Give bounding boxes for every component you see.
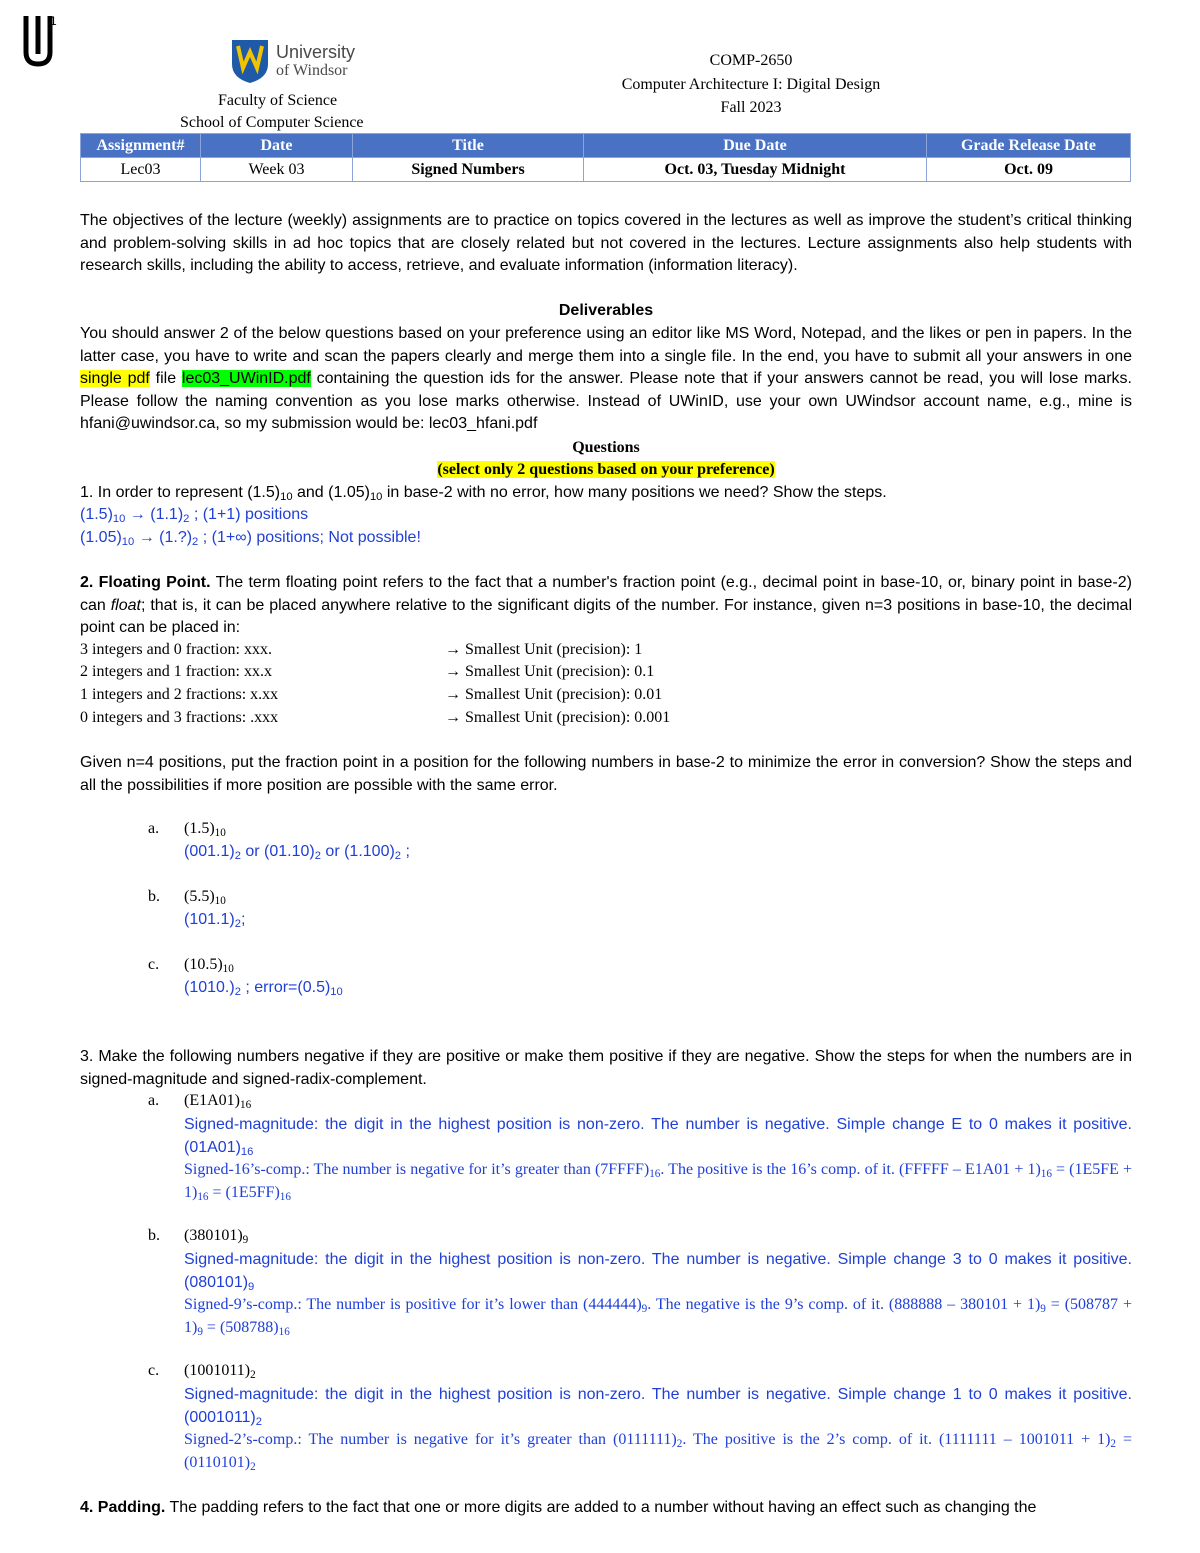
q1-answer-2 xyxy=(80,527,1132,550)
q1-ans-text: (1.5) xyxy=(80,506,113,523)
item-label: a. xyxy=(148,820,160,837)
precision-left: 3 integers and 0 fraction: xxx. xyxy=(80,641,272,658)
precision-left: 1 integers and 2 fractions: x.xx xyxy=(80,686,279,703)
precision-row xyxy=(80,661,1132,684)
q1-sub: 10 xyxy=(280,490,293,503)
university-name-line1: University xyxy=(276,42,356,62)
questions-subheading xyxy=(80,459,1132,482)
q1-text: and (1.05) xyxy=(292,484,370,501)
item-label: b. xyxy=(148,1227,160,1244)
precision-right: → Smallest Unit (precision): 1 xyxy=(445,641,643,658)
assignment-info-table xyxy=(80,133,1131,182)
precision-left: 0 integers and 3 fractions: .xxx xyxy=(80,709,279,726)
subheading-text: (select only 2 questions based on your preference) xyxy=(437,461,775,478)
q2-title: 2. Floating Point. xyxy=(80,574,211,591)
q1-sub: 2 xyxy=(192,535,199,548)
item-question xyxy=(184,820,1132,838)
deliverables-text: containing the question ids for the answer. Please note that if your answers cannot be read, you will lose marks. Please follow the naming convention as you lose marks otherwise. Instead of UWinID, use your own UWindsor account name, e.g., mine is hfani@uwindsor.ca, so my submission would be: lec03_hfani.pdf xyxy=(80,370,1133,433)
questions-heading: Questions xyxy=(572,439,640,456)
q2-float-word: float xyxy=(110,596,141,614)
item-question-sub: 10 xyxy=(222,962,234,975)
school-name: School of Computer Science xyxy=(180,114,364,131)
deliverables-paragraph xyxy=(80,323,1132,436)
radix-complement-answer: Signed-9’s-comp.: The number is positive for it’s lower than $(444444)_9$. The negative is the 9’s comp. of it. $(888888 - 380101 + 1)_9 = (508787 + 1)_9 = (508788)_{16}$ xyxy=(184,1296,1132,1338)
item-question-sub: 2 xyxy=(250,1368,256,1381)
radix-complement-answer: Signed-16’s-comp.: The number is negative for it’s greater than $(7FFFF)_{16}$. The positive is the 16’s comp. of it. (FFFFF – $E1A01 + 1)_{16} = (1E5FE + 1)_{16} = (1E5FF)_{16}$ xyxy=(184,1161,1133,1203)
q4-text: The padding refers to the fact that one or more digits are added to a number without having an effect such as changing the xyxy=(165,1499,1037,1516)
q2-given: Given n=4 positions, put the fraction point in a position for the following numbers in base-2 to minimize the error in conversion? Show the steps and all the possibilities if more position are possible with the same error. xyxy=(80,754,1132,794)
q1-ans-text: → (1.?) xyxy=(134,529,193,546)
q1-ans-text: ; (1+∞) positions; Not possible! xyxy=(198,529,421,546)
q1-text: in base-2 with no error, how many positions we need? Show the steps. xyxy=(382,484,887,501)
deliverables-text: file xyxy=(149,370,182,388)
q1-ans-text: (1.05) xyxy=(80,529,122,546)
q2-prompt xyxy=(80,572,1132,640)
university-name-line2: of Windsor xyxy=(276,62,348,79)
course-name: Computer Architecture I: Digital Design xyxy=(621,76,881,93)
clip-number: 1 xyxy=(50,14,57,28)
item-label: c. xyxy=(148,1362,160,1379)
precision-right: → Smallest Unit (precision): 0.1 xyxy=(445,663,655,680)
deliverables-heading: Deliverables xyxy=(558,302,654,319)
item-question-text: (1.5) xyxy=(184,820,215,837)
course-code: COMP-2650 xyxy=(709,52,793,69)
table-cell: Oct. 09 xyxy=(927,158,1131,182)
faculty-name: Faculty of Science xyxy=(218,92,338,109)
signed-magnitude-answer: Signed-magnitude: the digit in the highest position is non-zero. The number is negative. Simple change 1 to 0 makes it positive. $(0001011)_2$ xyxy=(184,1386,1132,1428)
item-answer: $(101.1)_2$; xyxy=(184,911,246,930)
item-question-text: (5.5) xyxy=(184,888,215,905)
item-question-text: (E1A01) xyxy=(184,1092,240,1109)
table-cell: Oct. 03, Tuesday Midnight xyxy=(584,158,927,182)
item-question-sub: 9 xyxy=(242,1233,249,1246)
table-row xyxy=(81,158,1131,182)
q1-sub: 10 xyxy=(112,512,126,525)
table-header: Assignment# xyxy=(81,134,201,158)
table-header: Date xyxy=(201,134,353,158)
table-header: Title xyxy=(353,134,584,158)
table-header-row xyxy=(81,134,1131,158)
item-answer: $(001.1)_2$ or $(01.10)_2$ or $(1.100)_2$ ; xyxy=(184,843,410,862)
item-question-sub: 10 xyxy=(214,826,226,839)
q1-sub: 2 xyxy=(183,512,190,525)
q2-text: ; that is, it can be placed anywhere relative to the significant digits of the number. For instance, given n=3 positions in base-10, the decimal point can be placed in: xyxy=(80,596,1132,637)
signed-magnitude-answer: Signed-magnitude: the digit in the highest position is non-zero. The number is negative. Simple change E to 0 makes it positive. $(01A01)_{16}$ xyxy=(184,1116,1132,1158)
item-question xyxy=(184,1227,1132,1245)
item-question xyxy=(184,956,1132,974)
q4-title: 4. Padding. xyxy=(80,1499,166,1516)
item-question xyxy=(184,1362,1132,1380)
q3-prompt: 3. Make the following numbers negative if they are positive or make them positive if they are negative. Show the steps for when the numbers are in signed-magnitude and signed-radix-complement. xyxy=(80,1048,1132,1088)
item-question xyxy=(184,888,1132,906)
table-header: Due Date xyxy=(584,134,927,158)
table-cell: Signed Numbers xyxy=(353,158,584,182)
item-question-sub: 16 xyxy=(239,1098,252,1111)
item-question-text: (380101) xyxy=(184,1227,243,1244)
q1-ans-text: ; (1+1) positions xyxy=(189,506,309,523)
highlight-single-pdf: single pdf xyxy=(80,370,150,388)
highlight-filename: lec03_UWinID.pdf xyxy=(181,370,311,388)
item-question-sub: 10 xyxy=(214,894,226,907)
q1-answer-1 xyxy=(80,504,1132,527)
q1-sub: 10 xyxy=(121,535,135,548)
precision-left: 2 integers and 1 fraction: xx.x xyxy=(80,663,272,680)
item-question xyxy=(184,1092,1132,1110)
precision-row xyxy=(80,684,1132,707)
precision-right: → Smallest Unit (precision): 0.01 xyxy=(445,686,663,703)
q1-ans-text: → (1.1) xyxy=(125,506,184,523)
table-header: Grade Release Date xyxy=(927,134,1131,158)
item-label: b. xyxy=(148,888,160,905)
q4-prompt xyxy=(80,1497,1132,1520)
deliverables-text: You should answer 2 of the below questions based on your preference using an editor like MS Word, Notepad, and the likes or pen in papers. In the latter case, you have to write and scan the papers clearly and merge them into a single file. In the end, you have to submit all your answers in one xyxy=(80,325,1132,365)
q1-text: 1. In order to represent (1.5) xyxy=(80,484,281,501)
item-answer: $(1010.)_2$ ; $error=(0.5)_{10}$ xyxy=(184,979,343,998)
precision-right: → Smallest Unit (precision): 0.001 xyxy=(445,709,671,726)
q1-sub: 10 xyxy=(369,490,383,503)
table-cell: Lec03 xyxy=(81,158,201,182)
q1-prompt xyxy=(80,482,1132,505)
precision-row xyxy=(80,639,1132,662)
item-question-text: (10.5) xyxy=(184,956,223,973)
radix-complement-answer: Signed-2’s-comp.: The number is negative for it’s greater than $(0111111)_2$. The positive is the 2’s comp. of it. $(1111111 - 1001011 + 1)_2 = (0110101)_2$ xyxy=(184,1431,1132,1473)
item-question-text: (1001011) xyxy=(184,1362,251,1379)
term: Fall 2023 xyxy=(720,99,782,116)
precision-row xyxy=(80,707,1132,730)
item-label: c. xyxy=(148,956,160,973)
intro-paragraph: The objectives of the lecture (weekly) assignments are to practice on topics covered in the lectures as well as improve the student’s critical thinking and problem-solving skills in ad hoc topics that are closely related but not covered in the lectures. Lecture assignments also help students with research skills, including the ability to access, retrieve, and evaluate information (information literacy). xyxy=(80,212,1132,275)
signed-magnitude-answer: Signed-magnitude: the digit in the highest position is non-zero. The number is negative. Simple change 3 to 0 makes it positive. $(080101)_9$ xyxy=(184,1251,1132,1293)
item-label: a. xyxy=(148,1092,160,1109)
q2-text: The term floating point refers to the fact that a number's fraction point (e.g., decimal point in base-10, or, binary point in base-2) can xyxy=(80,574,1132,614)
table-cell: Week 03 xyxy=(201,158,353,182)
